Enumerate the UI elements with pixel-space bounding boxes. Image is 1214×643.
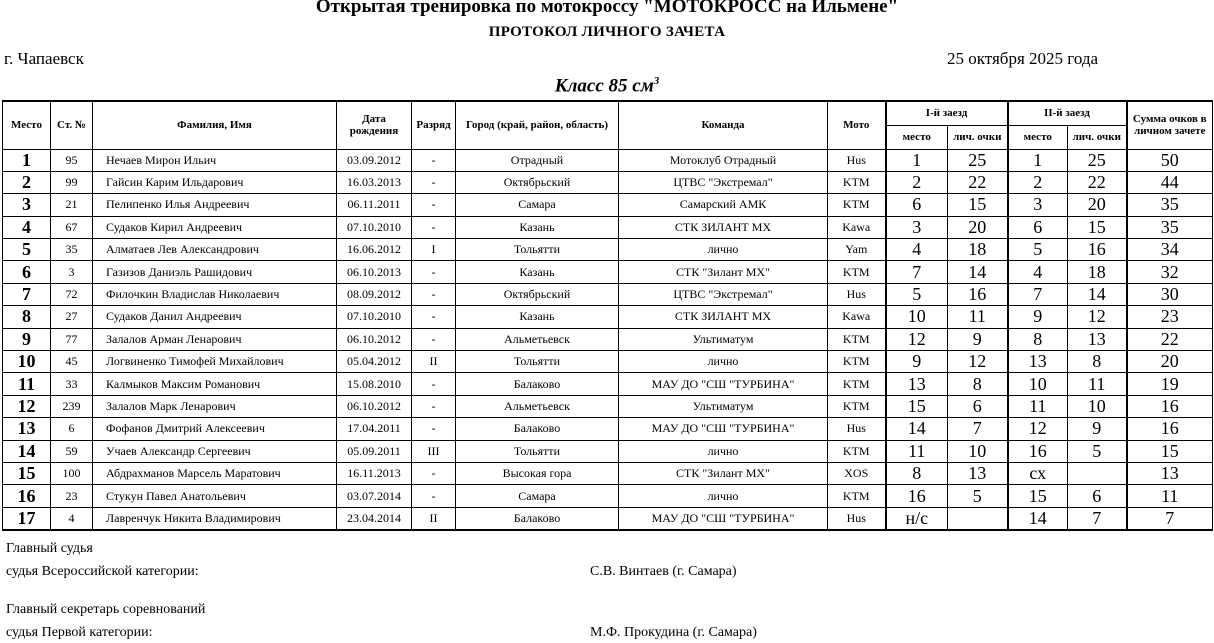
cell-birth: 16.03.2013 [337,171,412,193]
cell-heat1-place: 10 [886,306,948,328]
cell-name: Абдрахманов Марсель Маратович [93,462,337,484]
cell-heat2-points [1068,462,1127,484]
cell-heat1-place: н/с [886,507,948,530]
document-subtitle: ПРОТОКОЛ ЛИЧНОГО ЗАЧЕТА [488,24,726,40]
cell-moto: Hus [828,507,886,530]
col-heat1-place: место [886,125,948,149]
cell-moto: KTM [828,395,886,417]
cell-heat2-place: 13 [1008,351,1068,373]
cell-team: СТК "Зилант МХ" [619,261,828,283]
cell-name: Стукун Павел Анатольевич [93,485,337,507]
col-moto: Мото [828,101,886,149]
cell-rank: - [412,194,456,216]
event-date: 25 октября 2025 года [947,49,1099,68]
col-heat2: II-й заезд [1008,101,1127,125]
cell-rank: - [412,216,456,238]
cell-team: Самарский АМК [619,194,828,216]
cell-birth: 07.10.2010 [337,306,412,328]
cell-place: 15 [3,462,51,484]
cell-moto: KTM [828,261,886,283]
cell-birth: 05.04.2012 [337,351,412,373]
col-birth: Дата рождения [337,101,412,149]
cell-place: 7 [3,283,51,305]
cell-heat1-points: 13 [948,462,1008,484]
cell-city: Октябрьский [456,283,619,305]
cell-heat2-place: 2 [1008,171,1068,193]
document-title: Открытая тренировка по мотокроссу "МОТОКРОСС на Ильмене" [315,0,899,17]
cell-heat1-place: 16 [886,485,948,507]
cell-moto: KTM [828,171,886,193]
cell-total: 19 [1127,373,1213,395]
cell-birth: 03.09.2012 [337,149,412,171]
cell-heat2-place: 11 [1008,395,1068,417]
cell-heat1-place: 14 [886,418,948,440]
cell-name: Пелипенко Илья Андреевич [93,194,337,216]
cell-place: 12 [3,395,51,417]
cell-start-no: 59 [51,440,93,462]
class-superscript: 3 [653,75,660,87]
cell-total: 44 [1127,171,1213,193]
cell-heat1-place: 1 [886,149,948,171]
cell-rank: - [412,328,456,350]
cell-rank: - [412,171,456,193]
cell-start-no: 33 [51,373,93,395]
cell-start-no: 99 [51,171,93,193]
cell-total: 23 [1127,306,1213,328]
cell-place: 1 [3,149,51,171]
cell-total: 32 [1127,261,1213,283]
col-start-no: Ст. № [51,101,93,149]
cell-place: 2 [3,171,51,193]
cell-heat1-points: 16 [948,283,1008,305]
cell-place: 11 [3,373,51,395]
cell-heat2-points: 20 [1068,194,1127,216]
cell-team: Ультиматум [619,395,828,417]
cell-birth: 23.04.2014 [337,507,412,530]
cell-birth: 03.07.2014 [337,485,412,507]
cell-heat1-place: 8 [886,462,948,484]
cell-birth: 07.10.2010 [337,216,412,238]
cell-team: МАУ ДО "СШ "ТУРБИНА" [619,373,828,395]
col-city: Город (край, район, область) [456,101,619,149]
cell-city: Самара [456,485,619,507]
results-table [2,100,1213,531]
cell-moto: Kawa [828,306,886,328]
class-heading [0,75,1214,97]
cell-name: Залалов Марк Ленарович [93,395,337,417]
cell-name: Газизов Даниэль Рашидович [93,261,337,283]
cell-team: СТК "Зилант МХ" [619,462,828,484]
cell-total: 13 [1127,462,1213,484]
table-row [3,373,1213,395]
cell-start-no: 77 [51,328,93,350]
cell-start-no: 95 [51,149,93,171]
cell-birth: 15.08.2010 [337,373,412,395]
cell-name: Алматаев Лев Александрович [93,239,337,261]
cell-city: Тольятти [456,440,619,462]
col-team: Команда [619,101,828,149]
cell-team: МАУ ДО "СШ "ТУРБИНА" [619,507,828,530]
cell-heat1-points: 6 [948,395,1008,417]
cell-moto: KTM [828,485,886,507]
cell-moto: KTM [828,351,886,373]
table-row [3,171,1213,193]
cell-total: 7 [1127,507,1213,530]
cell-heat2-points: 7 [1068,507,1127,530]
secretary-category: судья Первой категории: [6,625,153,640]
cell-heat2-place: 5 [1008,239,1068,261]
cell-city: Балаково [456,373,619,395]
cell-start-no: 27 [51,306,93,328]
cell-start-no: 67 [51,216,93,238]
table-row [3,216,1213,238]
cell-moto: KTM [828,440,886,462]
cell-heat1-points: 7 [948,418,1008,440]
cell-rank: III [412,440,456,462]
cell-heat2-place: сх [1008,462,1068,484]
cell-heat2-place: 10 [1008,373,1068,395]
cell-name: Филочкин Владислав Николаевич [93,283,337,305]
cell-birth: 16.06.2012 [337,239,412,261]
cell-city: Казань [456,306,619,328]
cell-total: 35 [1127,216,1213,238]
cell-heat1-place: 3 [886,216,948,238]
cell-heat2-points: 15 [1068,216,1127,238]
cell-name: Учаев Александр Сергеевич [93,440,337,462]
cell-heat2-place: 4 [1008,261,1068,283]
cell-moto: Hus [828,149,886,171]
cell-team: СТК ЗИЛАНТ МХ [619,216,828,238]
cell-place: 17 [3,507,51,530]
table-row [3,283,1213,305]
cell-heat1-points: 5 [948,485,1008,507]
cell-name: Калмыков Максим Романович [93,373,337,395]
cell-heat2-points: 10 [1068,395,1127,417]
cell-city: Отрадный [456,149,619,171]
cell-birth: 08.09.2012 [337,283,412,305]
cell-team: Мотоклуб Отрадный [619,149,828,171]
col-name: Фамилия, Имя [93,101,337,149]
col-heat1-points: лич. очки [948,125,1008,149]
cell-moto: Hus [828,283,886,305]
cell-start-no: 21 [51,194,93,216]
cell-start-no: 4 [51,507,93,530]
cell-rank: - [412,395,456,417]
cell-start-no: 72 [51,283,93,305]
cell-city: Альметьевск [456,395,619,417]
cell-heat2-place: 12 [1008,418,1068,440]
cell-place: 16 [3,485,51,507]
cell-place: 5 [3,239,51,261]
cell-name: Судаков Данил Андреевич [93,306,337,328]
cell-heat2-points: 18 [1068,261,1127,283]
cell-heat1-points: 25 [948,149,1008,171]
cell-start-no: 239 [51,395,93,417]
cell-heat2-place: 1 [1008,149,1068,171]
cell-moto: XOS [828,462,886,484]
cell-start-no: 35 [51,239,93,261]
cell-heat2-place: 14 [1008,507,1068,530]
table-row [3,395,1213,417]
cell-rank: II [412,507,456,530]
cell-heat1-place: 5 [886,283,948,305]
cell-team: МАУ ДО "СШ "ТУРБИНА" [619,418,828,440]
cell-heat1-points: 15 [948,194,1008,216]
col-rank: Разряд [412,101,456,149]
cell-name: Нечаев Мирон Ильич [93,149,337,171]
cell-birth: 17.04.2011 [337,418,412,440]
table-row [3,306,1213,328]
cell-heat1-points: 10 [948,440,1008,462]
cell-total: 35 [1127,194,1213,216]
cell-heat1-points: 9 [948,328,1008,350]
cell-heat2-points: 12 [1068,306,1127,328]
cell-heat2-points: 16 [1068,239,1127,261]
cell-rank: - [412,373,456,395]
event-city: г. Чапаевск [4,49,84,68]
cell-team: СТК ЗИЛАНТ МХ [619,306,828,328]
cell-name: Логвиненко Тимофей Михайлович [93,351,337,373]
cell-heat2-points: 5 [1068,440,1127,462]
cell-heat1-place: 7 [886,261,948,283]
cell-start-no: 45 [51,351,93,373]
cell-rank: - [412,261,456,283]
cell-heat1-points: 12 [948,351,1008,373]
cell-heat1-place: 15 [886,395,948,417]
cell-city: Казань [456,216,619,238]
cell-team: ЦТВС "Экстремал" [619,283,828,305]
cell-heat2-points: 22 [1068,171,1127,193]
cell-rank: II [412,351,456,373]
cell-heat1-points [948,507,1008,530]
cell-birth: 06.10.2013 [337,261,412,283]
cell-heat2-points: 11 [1068,373,1127,395]
cell-place: 6 [3,261,51,283]
cell-heat1-place: 11 [886,440,948,462]
cell-start-no: 3 [51,261,93,283]
cell-city: Высокая гора [456,462,619,484]
cell-name: Фофанов Дмитрий Алексеевич [93,418,337,440]
cell-city: Тольятти [456,351,619,373]
cell-start-no: 23 [51,485,93,507]
table-row [3,440,1213,462]
cell-city: Балаково [456,418,619,440]
cell-heat2-place: 7 [1008,283,1068,305]
cell-total: 34 [1127,239,1213,261]
cell-place: 9 [3,328,51,350]
col-heat1: I-й заезд [886,101,1008,125]
cell-team: лично [619,440,828,462]
col-heat2-points: лич. очки [1068,125,1127,149]
cell-heat1-place: 9 [886,351,948,373]
cell-place: 8 [3,306,51,328]
cell-total: 20 [1127,351,1213,373]
cell-rank: - [412,485,456,507]
cell-heat2-points: 14 [1068,283,1127,305]
cell-heat1-place: 6 [886,194,948,216]
cell-heat1-points: 8 [948,373,1008,395]
cell-heat2-place: 3 [1008,194,1068,216]
cell-heat2-place: 15 [1008,485,1068,507]
cell-heat1-points: 22 [948,171,1008,193]
cell-team: ЦТВС "Экстремал" [619,171,828,193]
cell-moto: Hus [828,418,886,440]
cell-team: лично [619,485,828,507]
cell-heat2-place: 9 [1008,306,1068,328]
table-row [3,462,1213,484]
cell-city: Альметьевск [456,328,619,350]
cell-heat1-place: 13 [886,373,948,395]
table-row [3,239,1213,261]
cell-heat1-place: 12 [886,328,948,350]
table-row [3,261,1213,283]
cell-heat2-points: 25 [1068,149,1127,171]
cell-moto: KTM [828,373,886,395]
cell-total: 16 [1127,395,1213,417]
cell-rank: - [412,283,456,305]
cell-start-no: 6 [51,418,93,440]
cell-total: 22 [1127,328,1213,350]
col-heat2-place: место [1008,125,1068,149]
cell-moto: Kawa [828,216,886,238]
cell-total: 11 [1127,485,1213,507]
cell-start-no: 100 [51,462,93,484]
cell-moto: KTM [828,194,886,216]
table-row [3,351,1213,373]
cell-total: 15 [1127,440,1213,462]
cell-name: Лавренчук Никита Владимирович [93,507,337,530]
cell-total: 30 [1127,283,1213,305]
table-row [3,485,1213,507]
cell-name: Залалов Арман Ленарович [93,328,337,350]
table-row [3,194,1213,216]
cell-name: Судаков Кирил Андреевич [93,216,337,238]
cell-city: Казань [456,261,619,283]
cell-rank: - [412,149,456,171]
cell-rank: I [412,239,456,261]
cell-birth: 06.11.2011 [337,194,412,216]
cell-heat1-points: 11 [948,306,1008,328]
cell-team: лично [619,239,828,261]
cell-birth: 05.09.2011 [337,440,412,462]
cell-heat1-points: 20 [948,216,1008,238]
cell-team: Ультиматум [619,328,828,350]
cell-heat1-points: 18 [948,239,1008,261]
cell-heat2-points: 9 [1068,418,1127,440]
table-row [3,149,1213,171]
cell-birth: 06.10.2012 [337,395,412,417]
judge-title: Главный судья [6,541,93,556]
secretary-name: М.Ф. Прокудина (г. Самара) [590,625,757,640]
cell-place: 10 [3,351,51,373]
cell-city: Балаково [456,507,619,530]
cell-heat1-place: 2 [886,171,948,193]
cell-birth: 16.11.2013 [337,462,412,484]
secretary-title: Главный секретарь соревнований [6,602,206,617]
cell-city: Самара [456,194,619,216]
cell-city: Тольятти [456,239,619,261]
cell-heat2-place: 8 [1008,328,1068,350]
cell-rank: - [412,306,456,328]
judge-name: С.В. Винтаев (г. Самара) [590,564,737,579]
table-row [3,328,1213,350]
cell-rank: - [412,418,456,440]
cell-heat2-points: 6 [1068,485,1127,507]
table-row [3,418,1213,440]
cell-rank: - [412,462,456,484]
class-label: Класс 85 см [554,75,654,97]
cell-place: 14 [3,440,51,462]
cell-birth: 06.10.2012 [337,328,412,350]
cell-moto: KTM [828,328,886,350]
cell-heat2-points: 8 [1068,351,1127,373]
cell-total: 50 [1127,149,1213,171]
cell-place: 3 [3,194,51,216]
cell-team: лично [619,351,828,373]
cell-name: Гайсин Карим Ильдарович [93,171,337,193]
table-row [3,507,1213,530]
cell-place: 13 [3,418,51,440]
cell-moto: Yam [828,239,886,261]
col-total: Сумма очков в личном зачете [1127,101,1213,149]
cell-heat1-points: 14 [948,261,1008,283]
cell-heat1-place: 4 [886,239,948,261]
judge-category: судья Всероссийской категории: [6,564,199,579]
col-place: Место [3,101,51,149]
cell-heat2-place: 6 [1008,216,1068,238]
cell-heat2-points: 13 [1068,328,1127,350]
cell-place: 4 [3,216,51,238]
cell-heat2-place: 16 [1008,440,1068,462]
cell-total: 16 [1127,418,1213,440]
cell-city: Октябрьский [456,171,619,193]
